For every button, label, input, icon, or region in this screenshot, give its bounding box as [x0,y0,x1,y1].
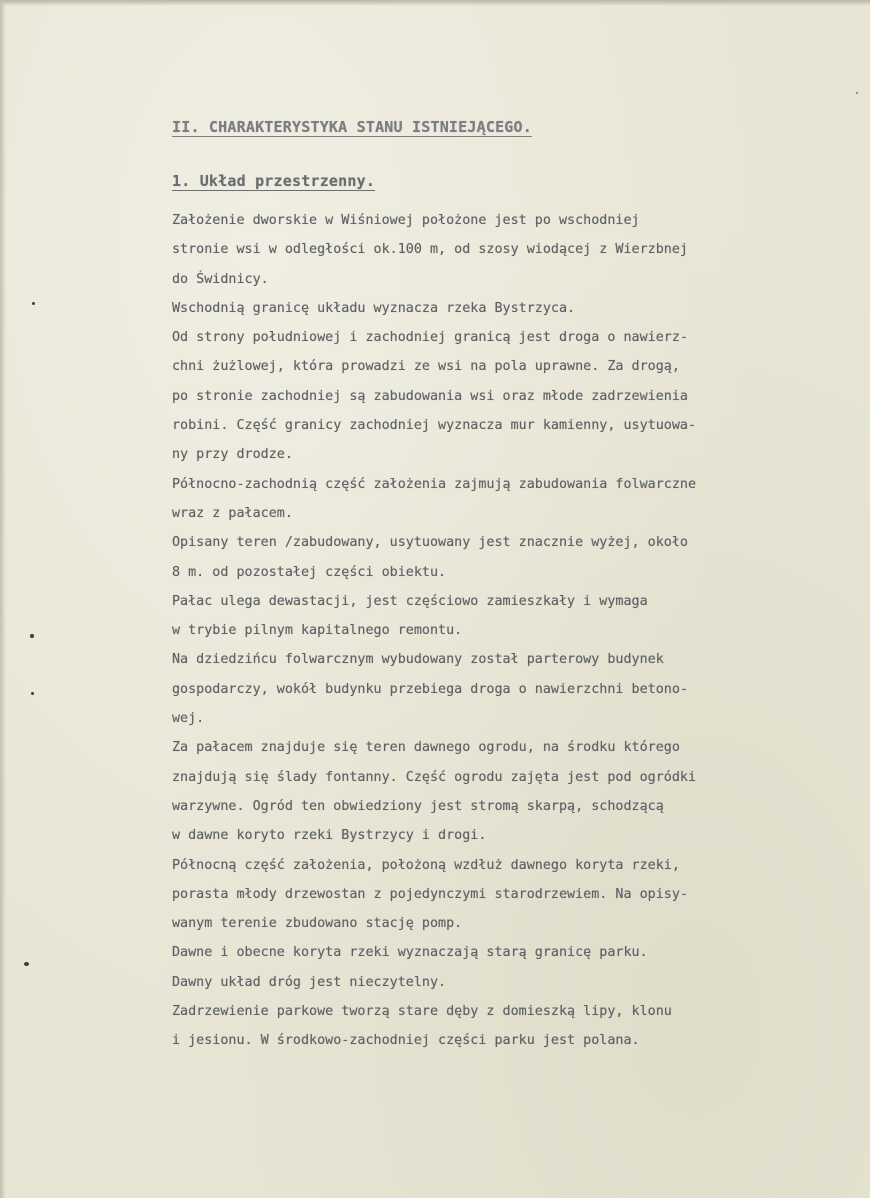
text-line: Północną część założenia, położoną wzdłuż dawnego koryta rzeki, [172,857,680,873]
paper-speck [856,92,858,94]
text-line: chni żużlowej, która prowadzi ze wsi na pola uprawne. Za drogą, [172,359,680,375]
text-line: w dawne koryto rzeki Bystrzycy i drogi. [172,828,487,844]
text-line: wej. [172,711,205,727]
text-line: Na dziedzińcu folwarcznym wybudowany został parterowy budynek [172,652,664,668]
text-line: warzywne. Ogród ten obwiedziony jest stromą skarpą, schodzącą [172,798,664,814]
paper-speck [30,634,34,638]
paper-speck [32,302,35,305]
page-edge-left [0,0,6,1198]
text-line: po stronie zachodniej są zabudowania wsi oraz młode zadrzewienia [172,388,688,404]
text-line: Północno-zachodnią część założenia zajmują zabudowania folwarczne [172,476,697,492]
text-line: Za pałacem znajduje się teren dawnego ogrodu, na środku którego [172,740,680,756]
text-line: Opisany teren /zabudowany, usytuowany jest znacznie wyżej, około [172,535,688,551]
text-line: Zadrzewienie parkowe tworzą stare dęby z domieszką lipy, klonu [172,1004,672,1020]
text-line: gospodarczy, wokół budynku przebiega droga o nawierzchni betono- [172,681,688,697]
text-line: wraz z pałacem. [172,505,293,521]
text-line: stronie wsi w odległości ok.100 m, od szosy wiodącej z Wierzbnej [172,242,688,258]
body-text [172,206,852,1056]
text-line: 8 m. od pozostałej części obiektu. [172,564,447,580]
text-line: ny przy drodze. [172,447,293,463]
text-line: robini. Część granicy zachodniej wyznacza mur kamienny, usytuowa- [172,418,697,434]
paper-speck [24,962,29,966]
text-line: Dawne i obecne koryta rzeki wyznaczają starą granicę parku. [172,945,648,961]
text-line: znajdują się ślady fontanny. Część ogrodu zajęta jest pod ogródki [172,769,697,785]
text-line: Dawny układ dróg jest nieczytelny. [172,974,447,990]
subsection-heading: 1. Układ przestrzenny. [172,172,376,190]
text-line: do Świdnicy. [172,271,269,287]
text-line: i jesionu. W środkowo-zachodniej części parku jest polana. [172,1033,640,1049]
section-heading: II. CHARAKTERYSTYKA STANU ISTNIEJĄCEGO. [172,118,532,136]
text-line: Założenie dworskie w Wiśniowej położone jest po wschodniej [172,213,640,228]
text-line: w trybie pilnym kapitalnego remontu. [172,623,463,639]
text-line: Od strony południowej i zachodniej granicą jest droga o nawierz- [172,330,688,346]
text-line: wanym terenie zbudowano stację pomp. [172,916,463,932]
text-line: Pałac ulega dewastacji, jest częściowo zamieszkały i wymaga [172,593,648,609]
page-edge-top [0,0,870,6]
paper-speck [31,692,34,695]
text-line: Wschodnią granicę układu wyznacza rzeka Bystrzyca. [172,300,576,316]
text-line: porasta młody drzewostan z pojedynczymi starodrzewiem. Na opisy- [172,886,688,902]
